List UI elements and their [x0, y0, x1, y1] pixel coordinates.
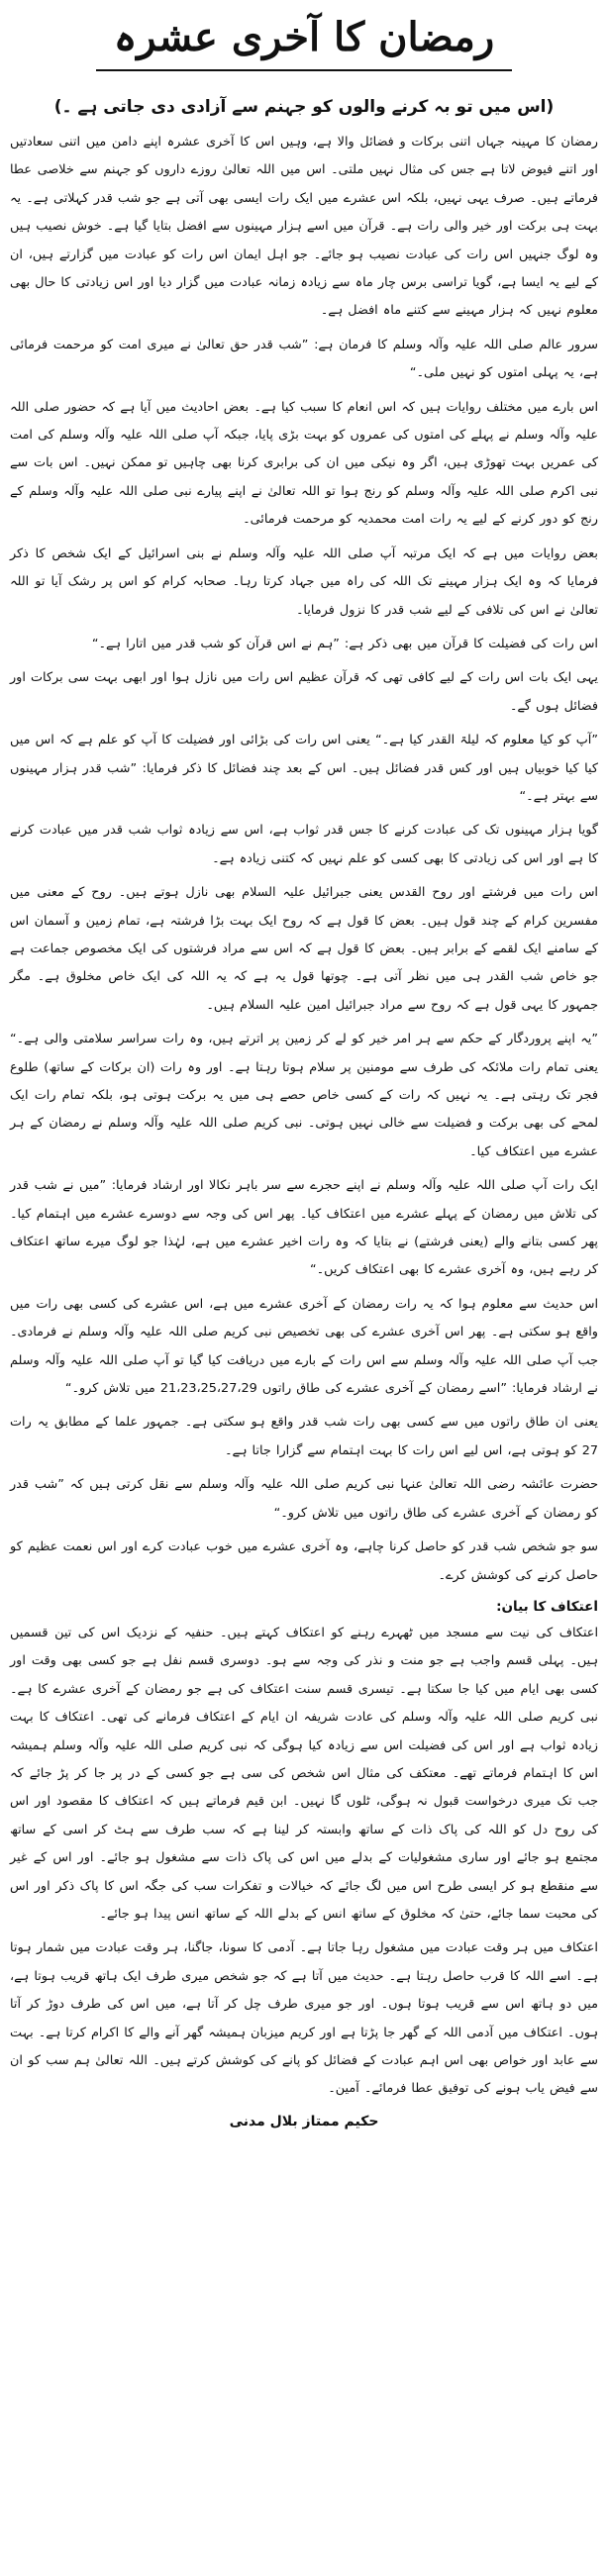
section-heading-itikaf: اعتکاف کا بیان:	[496, 1598, 598, 1615]
paragraph: اعتکاف کی نیت سے مسجد میں ٹھہرے رہنے کو اعتکاف کہتے ہیں۔ حنفیہ کے نزدیک اس کی تین قسمیں ہیں۔ پہلی قسم واجب ہے جو منت و نذر کی وجہ سے ہو۔ دوسری قسم نفل ہے جو کسی بھی وقت اور کسی بھی ایام میں کیا جا سکتا ہے۔ تیسری قسم سنت اعتکاف کی ہے جو رمضان کے آخری عشرے کا ہے۔ نبی کریم صلی اللہ علیہ وآلہ وسلم کی عادت شریفہ ان ایام کے اعتکاف فرمانے کی تھی۔ اعتکاف کا بہت زیادہ ثواب ہے اور اس کی فضیلت اس سے زیادہ کیا ہوگی کہ نبی کریم صلی اللہ علیہ وآلہ وسلم ہمیشہ اس کا اہتمام فرماتے تھے۔ معتکف کی مثال اس شخص کی سی ہے جو کسی کے در پر جا کر پڑ جائے کہ جب تک میری درخواست قبول نہ ہوگی، ٹلوں گا نہیں۔ ابن قیم فرماتے ہیں کہ اعتکاف کا مقصود اور اس کی روح دل کو اللہ کی پاک ذات کے ساتھ وابستہ کر لینا ہے کہ سب طرف سے ہٹ کر اسی کے ساتھ مجتمع ہو جائے اور ساری مشغولیات کے بدلے میں اس کی پاک ذات سے مشغول ہو جائے۔ اور اس کے غیر سے منقطع ہو کر ایسی طرح اس میں لگ جائے کہ خیالات و تفکرات سب کی جگہ اس کا پاک ذکر اور اس کی محبت سما جائے، حتیٰ کہ مخلوق کے ساتھ انس کے بدلے اللہ کے ساتھ انس پیدا ہو جائے۔	[10, 1625, 598, 1922]
paragraph: اس رات میں فرشتے اور روح القدس یعنی جبرائیل علیہ السلام بھی نازل ہوتے ہیں۔ روح کے معنی میں مفسرین کرام کے چند قول ہیں۔ بعض کا قول ہے کہ روح ایک بہت بڑا فرشتہ ہے، تمام زمین و آسمان اس کے سامنے ایک لقمے کے برابر ہیں۔ بعض کا قول ہے کہ اس سے مراد فرشتوں کی ایک مخصوص جماعت ہے جو خاص شب القدر ہی میں نظر آتی ہے۔ چوتھا قول یہ ہے کہ یہ اللہ کی ایک خاص مخلوق ہے۔ مگر جمہور کا یہی قول ہے کہ روح سے مراد جبرائیل امین علیہ السلام ہیں۔	[10, 885, 598, 1013]
paragraph: ”یہ اپنے پروردگار کے حکم سے ہر امر خیر کو لے کر زمین پر اترتے ہیں، وہ رات سراسر سلامتی والی ہے۔“ یعنی تمام رات ملائکہ کی طرف سے مومنین پر سلام ہوتا رہتا ہے۔ اور وہ رات (ان برکات کے ساتھ) طلوع فجر تک رہتی ہے۔ یہ نہیں کہ رات کے کسی خاص حصے ہی میں یہ برکت ہوتی ہو، بلکہ تمام رات ایک لمحے کی بھی برکت و فضیلت سے خالی نہیں ہوتی۔ نبی کریم صلی اللہ علیہ وآلہ وسلم نے رمضان کے ہر عشرے میں اعتکاف کیا۔	[10, 1032, 598, 1159]
article-body-part1	[10, 129, 598, 1590]
paragraph: اس بارے میں مختلف روایات ہیں کہ اس انعام کا سبب کیا ہے۔ بعض احادیث میں آیا ہے کہ حضور صلی اللہ علیہ وآلہ وسلم نے پہلے کی امتوں کی عمروں کو بہت بڑی پایا، جبکہ آپ صلی اللہ علیہ وآلہ وسلم کی امت کی عمریں بہت تھوڑی ہیں، اگر وہ نیکی میں ان کی برابری کرنا بھی چاہیں تو ممکن نہیں۔ اس بات سے نبی اکرم صلی اللہ علیہ وآلہ وسلم کو رنج ہوا تو اللہ تعالیٰ نے اپنے پیارے نبی صلی اللہ علیہ وآلہ وسلم کے رنج کو دور کرنے کے لیے یہ رات امت محمدیہ کو مرحمت فرمائی۔	[10, 399, 598, 528]
paragraph: سرور عالم صلی اللہ علیہ وآلہ وسلم کا فرمان ہے: ”شب قدر حق تعالیٰ نے میری امت کو مرحمت فرمائی ہے، یہ پہلی امتوں کو نہیں ملی۔“	[10, 337, 598, 381]
article-body-part2	[10, 1620, 598, 2104]
author-signature: حکیم ممتاز بلال مدنی	[229, 2113, 379, 2130]
paragraph: حضرت عائشہ رضی اللہ تعالیٰ عنہا نبی کریم صلی اللہ علیہ وآلہ وسلم سے نقل کرتی ہیں کہ ”شب قدر کو رمضان کے آخری عشرے کی طاق راتوں میں تلاش کرو۔“	[10, 1477, 598, 1521]
paragraph: ایک رات آپ صلی اللہ علیہ وآلہ وسلم نے اپنے حجرے سے سر باہر نکالا اور ارشاد فرمایا: ”میں نے شب قدر کی تلاش میں رمضان کے پہلے عشرے میں اعتکاف کیا۔ پھر اس کی وجہ سے دوسرے عشرے میں اہتمام کیا۔ پھر کسی بتانے والے (یعنی فرشتے) نے بتایا کہ وہ رات اخیر عشرے میں ہے، لہٰذا جو لوگ میرے ساتھ اعتکاف کر رہے ہیں، وہ آخری عشرے کا بھی اعتکاف کریں۔“	[10, 1178, 598, 1278]
paragraph: بعض روایات میں ہے کہ ایک مرتبہ آپ صلی اللہ علیہ وآلہ وسلم نے بنی اسرائیل کے ایک شخص کا ذکر فرمایا کہ وہ ایک ہزار مہینے تک اللہ کی راہ میں جہاد کرتا رہا۔ صحابہ کرام کو اس پر رشک آیا تو اللہ تعالیٰ نے اس کی تلافی کے لیے شب قدر کا نزول فرمایا۔	[10, 545, 598, 618]
paragraph: اس رات کی فضیلت کا قرآن میں بھی ذکر ہے: ”ہم نے اس قرآن کو شب قدر میں اتارا ہے۔“	[91, 636, 598, 651]
paragraph: اس حدیث سے معلوم ہوا کہ یہ رات رمضان کے آخری عشرے میں ہے، اس عشرے کی کسی بھی رات میں واقع ہو سکتی ہے۔ پھر اس آخری عشرے کی بھی تخصیص نبی کریم صلی اللہ علیہ وآلہ وسلم نے فرمادی۔ جب آپ صلی اللہ علیہ وآلہ وسلم سے اس رات کے بارے میں دریافت کیا گیا تو آپ صلی اللہ علیہ وآلہ وسلم نے ارشاد فرمایا: ”اسے رمضان کے آخری عشرے کی طاق راتوں 21،23،25،27،29 میں تلاش کرو۔“	[10, 1296, 598, 1397]
paragraph: اعتکاف میں ہر وقت عبادت میں مشغول رہا جاتا ہے۔ آدمی کا سونا، جاگنا، ہر وقت عبادت میں شمار ہوتا ہے۔ اسے اللہ کا قرب حاصل رہتا ہے۔ حدیث میں آتا ہے کہ جو شخص میری طرف ایک ہاتھ قریب ہوتا ہے، میں دو ہاتھ اس سے قریب ہوتا ہوں۔ اور جو میری طرف چل کر آتا ہے، میں اس کی طرف دوڑ کر آتا ہوں۔ اعتکاف میں آدمی اللہ کے گھر جا پڑتا ہے اور کریم میزبان ہمیشہ گھر آنے والے کا اکرام کرتا ہے۔ بہت سے عابد اور خواص بھی اس اہم عبادت کے فضائل کو پانے کی کوشش کرتے ہیں۔ اللہ تعالیٰ ہم سب کو ان سے فیض یاب ہونے کی توفیق عطا فرمائے۔ آمین۔	[10, 1940, 598, 2097]
paragraph: رمضان کا مہینہ جہاں اتنی برکات و فضائل والا ہے، وہیں اس کا آخری عشرہ اپنے دامن میں اتنی سعادتیں اور اتنے فیوض لاتا ہے جس کی مثال نہیں ملتی۔ اس میں اللہ تعالیٰ روزے داروں کو جہنم سے خلاصی عطا فرماتے ہیں۔ صرف یہی نہیں، بلکہ اس عشرے میں ایک رات ایسی بھی آتی ہے جو شب قدر کہلاتی ہے۔ یہ بہت ہی برکت اور خیر والی رات ہے۔ قرآن میں اسے ہزار مہینوں سے افضل بتایا گیا ہے۔ خوش نصیب ہیں وہ لوگ جنہیں اس رات کی عبادت نصیب ہو جائے۔ جو اہل ایمان اس رات کو عبادت میں گزارتے ہیں، ان کے لیے یہ ایسا ہے، گویا تراسی برس چار ماہ سے زیادہ زمانہ عبادت میں گزار دیا اور اس زیادتی کا حال بھی معلوم نہیں کہ ہزار مہینے سے کتنے ماہ افضل ہے۔	[10, 135, 598, 319]
paragraph: یعنی ان طاق راتوں میں سے کسی بھی رات شب قدر واقع ہو سکتی ہے۔ جمہور علما کے مطابق یہ رات 27 کو ہوتی ہے، اس لیے اس رات کا بہت اہتمام سے گزارا جاتا ہے۔	[10, 1415, 598, 1458]
paragraph: گویا ہزار مہینوں تک کی عبادت کرنے کا جس قدر ثواب ہے، اس سے زیادہ ثواب شب قدر میں عبادت کرنے کا ہے اور اس کی زیادتی کا بھی کسی کو علم نہیں کہ کتنی زیادہ ہے۔	[10, 823, 598, 866]
title-block	[10, 10, 598, 71]
paragraph: یہی ایک بات اس رات کے لیے کافی تھی کہ قرآن عظیم اس رات میں نازل ہوا اور ابھی بہت سی برکات اور فضائل ہوں گے۔	[10, 670, 598, 714]
paragraph: سو جو شخص شب قدر کو حاصل کرنا چاہے، وہ آخری عشرے میں خوب عبادت کرے اور اس نعمت عظیم کو حاصل کرنے کی کوشش کرے۔	[10, 1539, 598, 1583]
paragraph: ”آپ کو کیا معلوم کہ لیلۃ القدر کیا ہے۔“ یعنی اس رات کی بڑائی اور فضیلت کا آپ کو علم ہے کہ اس میں کیا کیا خوبیاں ہیں اور کس قدر فضائل ہیں۔ اس کے بعد چند فضائل کا ذکر فرمایا: ”شب قدر ہزار مہینوں سے بہتر ہے۔“	[10, 733, 598, 804]
article-subtitle: (اس میں تو بہ کرنے والوں کو جہنم سے آزادی دی جاتی ہے ۔)	[53, 97, 555, 117]
article-title: رمضان کا آخری عشرہ	[96, 10, 512, 71]
